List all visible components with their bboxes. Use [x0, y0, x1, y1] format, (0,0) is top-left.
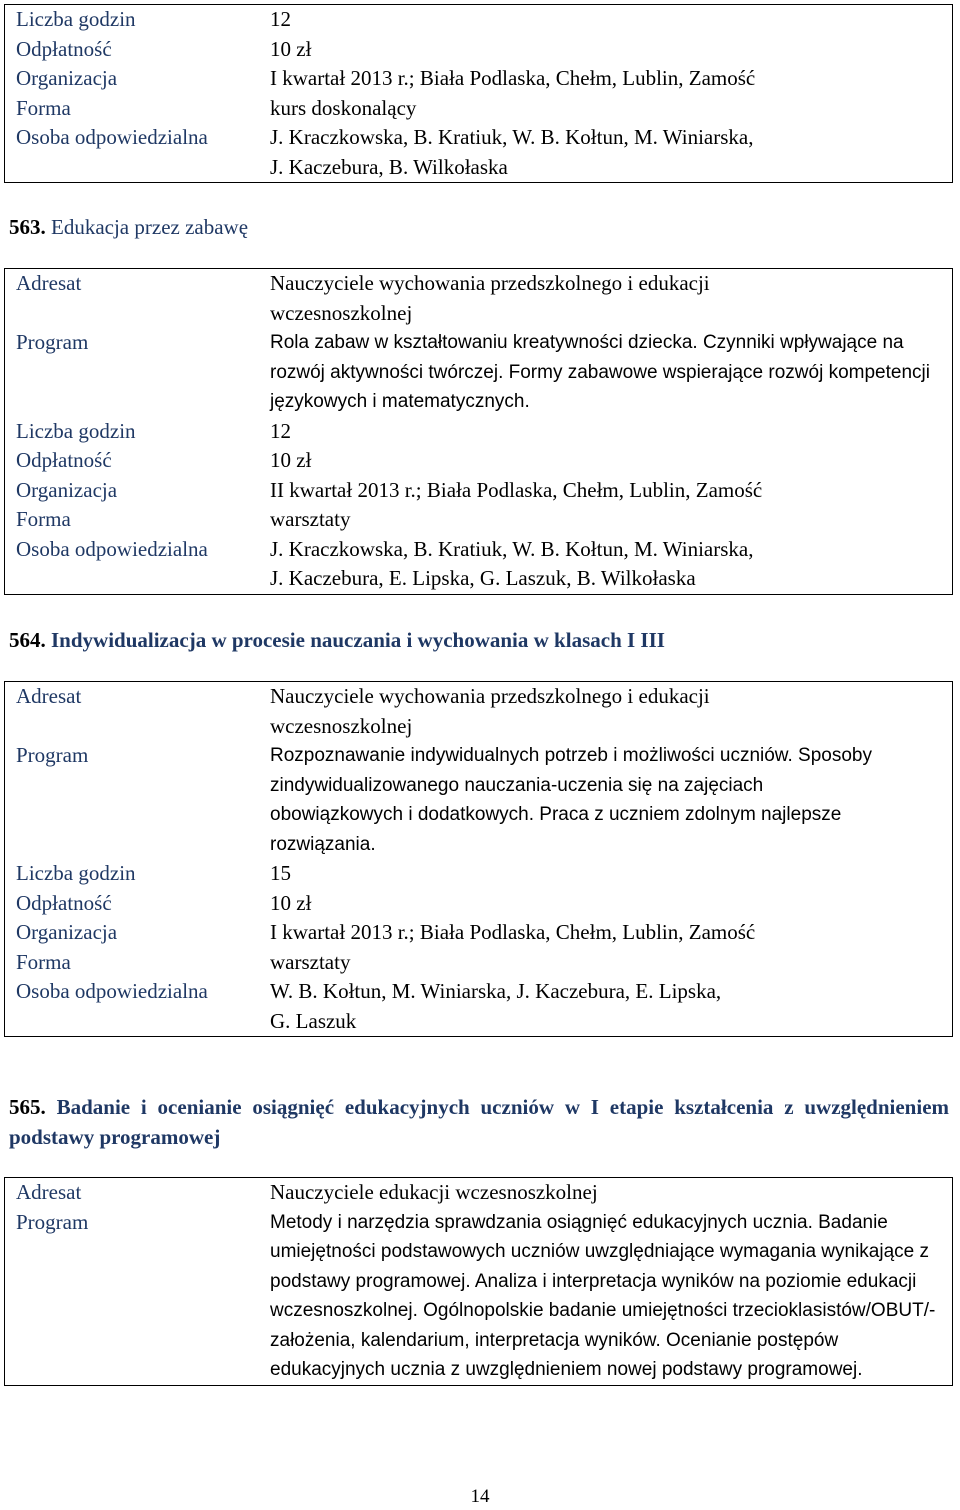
row-adresat [5, 269, 952, 328]
value-forma: kurs doskonalący [270, 95, 417, 120]
label-adresat: Adresat [16, 271, 82, 295]
course-563-table [4, 268, 953, 595]
label-odplatnosc: Odpłatność [16, 890, 112, 915]
label-osoba: Osoba odpowiedzialna [16, 979, 208, 1003]
row-odplatnosc [5, 446, 952, 476]
value-program: Rola zabaw w kształtowaniu kreatywności dziecka. Czynniki wpływające na rozwój aktywności twórczej. Formy zabawowe wspierające rozwój kompetencji językowych i matematycznych. [270, 332, 930, 412]
value-liczba-godzin: 12 [270, 418, 291, 443]
value-liczba-godzin: 12 [270, 7, 291, 31]
value-adresat: Nauczyciele wychowania przedszkolnego i edukacji wczesnoszkolnej [270, 271, 710, 325]
label-odplatnosc: Odpłatność [16, 36, 112, 61]
row-odplatnosc [5, 35, 952, 65]
row-odplatnosc [5, 889, 952, 919]
row-program [5, 328, 952, 417]
course-table-top [4, 4, 953, 183]
label-organizacja: Organizacja [16, 66, 118, 90]
value-adresat: Nauczyciele wychowania przedszkolnego i edukacji wczesnoszkolnej [270, 684, 710, 738]
row-program [5, 1208, 952, 1385]
course-564-number: 564. [9, 628, 46, 652]
value-adresat: Nauczyciele edukacji wczesnoszkolnej [270, 1180, 598, 1204]
label-forma: Forma [16, 507, 71, 531]
row-adresat [5, 682, 952, 741]
value-organizacja: II kwartał 2013 r.; Biała Podlaska, Chełm, Lublin, Zamość [270, 477, 763, 502]
value-osoba [270, 977, 952, 1036]
osoba-line-2: G. Laszuk [270, 1008, 357, 1033]
osoba-line-1: J. Kraczkowska, B. Kratiuk, W. B. Kołtun, M. Winiarska, [270, 125, 754, 149]
row-program [5, 741, 952, 859]
label-program: Program [16, 330, 89, 354]
label-liczba-godzin: Liczba godzin [16, 7, 136, 31]
label-program: Program [16, 743, 89, 767]
course-565-number: 565. [9, 1095, 46, 1119]
value-forma: warsztaty [270, 507, 351, 531]
label-organizacja: Organizacja [16, 477, 118, 502]
value-organizacja: I kwartał 2013 r.; Biała Podlaska, Chełm, Lublin, Zamość [270, 66, 756, 90]
course-565-title: Badanie i ocenianie osiągnięć edukacyjnych uczniów w I etapie kształcenia z uwzględnieniem podstawy programowej [9, 1095, 950, 1149]
value-osoba [270, 123, 952, 182]
label-adresat: Adresat [16, 684, 82, 708]
osoba-line-1: J. Kraczkowska, B. Kratiuk, W. B. Kołtun, M. Winiarska, [270, 536, 754, 561]
value-liczba-godzin: 15 [270, 861, 291, 885]
course-564-title: Indywidualizacja w procesie nauczania i wychowania w klasach I III [51, 628, 665, 652]
course-564-heading [9, 625, 665, 655]
row-liczba-godzin [5, 859, 952, 889]
label-liczba-godzin: Liczba godzin [16, 418, 136, 443]
course-563-heading [9, 212, 248, 242]
value-program: Rozpoznawanie indywidualnych potrzeb i możliwości uczniów. Sposoby zindywidualizowanego nauczania-uczenia się na zajęciach obowiązkowych i dodatkowych. Praca z uczniem zdolnym najlepsze rozwiązania. [270, 745, 872, 855]
value-osoba [270, 535, 952, 594]
label-liczba-godzin: Liczba godzin [16, 861, 136, 885]
label-odplatnosc: Odpłatność [16, 448, 112, 472]
value-odplatnosc: 10 zł [270, 448, 312, 472]
value-organizacja: I kwartał 2013 r.; Biała Podlaska, Chełm, Lublin, Zamość [270, 920, 756, 944]
row-osoba [5, 123, 952, 182]
course-563-number: 563. [9, 215, 46, 239]
osoba-line-2: J. Kaczebura, B. Wilkołaska [270, 154, 508, 179]
row-adresat [5, 1178, 952, 1208]
label-osoba: Osoba odpowiedzialna [16, 536, 208, 561]
row-forma [5, 94, 952, 124]
label-organizacja: Organizacja [16, 920, 118, 944]
label-osoba: Osoba odpowiedzialna [16, 125, 208, 149]
value-odplatnosc: 10 zł [270, 890, 312, 915]
row-organizacja [5, 64, 952, 94]
row-osoba [5, 535, 952, 594]
label-program: Program [16, 1209, 89, 1234]
value-odplatnosc: 10 zł [270, 36, 312, 61]
page-number: 14 [470, 1486, 490, 1507]
course-565-table [4, 1177, 953, 1386]
row-liczba-godzin [5, 5, 952, 35]
row-forma [5, 948, 952, 978]
row-forma [5, 505, 952, 535]
label-forma: Forma [16, 949, 71, 974]
label-forma: Forma [16, 95, 71, 120]
course-564-table [4, 681, 953, 1037]
osoba-line-1: W. B. Kołtun, M. Winiarska, J. Kaczebura, E. Lipska, [270, 979, 722, 1003]
row-liczba-godzin [5, 417, 952, 447]
label-adresat: Adresat [16, 1180, 82, 1204]
row-organizacja [5, 918, 952, 948]
course-565-heading [9, 1092, 949, 1152]
value-program: Metody i narzędzia sprawdzania osiągnięć edukacyjnych ucznia. Badanie umiejętności podstawowych uczniów uwzględniające wymagania wynikające z podstawy programowej. Analiza i interpretacja wyników na poziomie edukacji wczesnoszkolnej. Ogólnopolskie badanie umiejętności trzecioklasistów/OBUT/- założenia, kalendarium, interpretacja wyników. Ocenianie postępów edukacyjnych ucznia z uwzględnieniem nowej podstawy programowej. [270, 1211, 936, 1380]
osoba-line-2: J. Kaczebura, E. Lipska, G. Laszuk, B. Wilkołaska [270, 566, 696, 590]
value-forma: warsztaty [270, 949, 351, 974]
row-osoba [5, 977, 952, 1036]
course-563-title: Edukacja przez zabawę [51, 215, 249, 239]
row-organizacja [5, 476, 952, 506]
